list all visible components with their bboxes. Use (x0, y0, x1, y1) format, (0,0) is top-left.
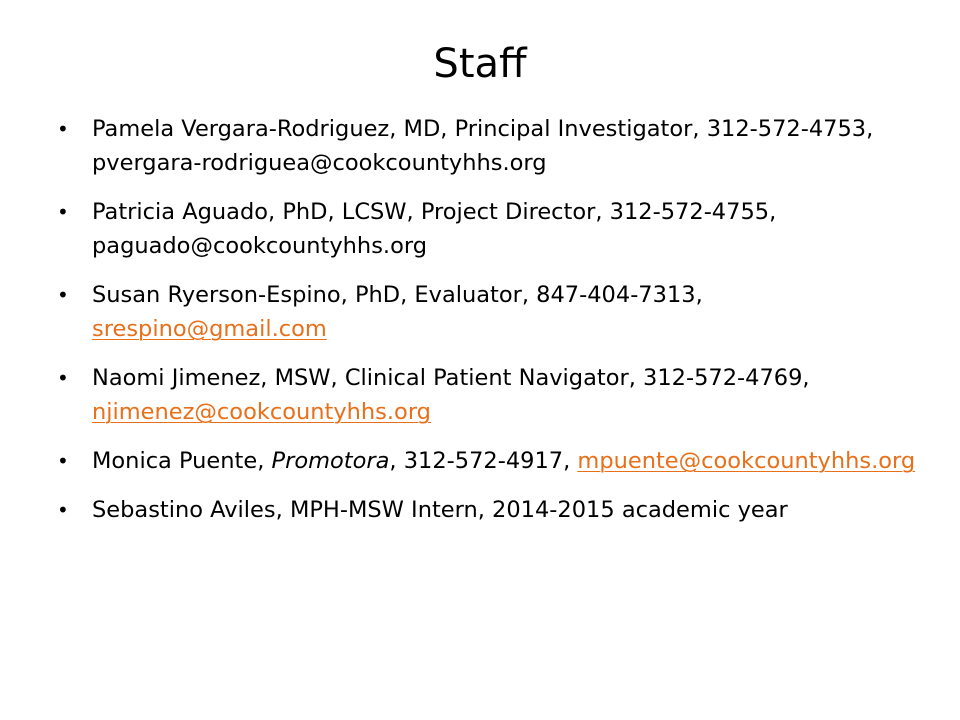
staff-item-aviles (48, 493, 928, 527)
email-link-mpuente[interactable]: mpuente@cookcountyhhs.org (577, 448, 916, 474)
staff-name: Naomi Jimenez (92, 365, 261, 391)
bullet-icon: • (57, 498, 69, 522)
email-link-srespino[interactable]: srespino@gmail.com (92, 316, 327, 342)
staff-details: , 312-572-4917, (389, 448, 578, 474)
staff-item-aguado (48, 195, 928, 263)
slide-title: Staff (433, 41, 527, 87)
staff-item-ryerson-espino (48, 278, 928, 346)
staff-details: , PhD, Evaluator, 847-404-7313, (340, 282, 703, 308)
staff-role-italic: Promotora (271, 448, 390, 474)
staff-details: , MSW, Clinical Patient Navigator, 312-572-4769, (260, 365, 810, 391)
separator: , (257, 448, 272, 474)
bullet-icon: • (57, 117, 69, 141)
staff-email: pvergara-rodriguea@cookcountyhhs.org (92, 150, 547, 176)
staff-list (48, 112, 928, 542)
bullet-icon: • (57, 200, 69, 224)
bullet-icon: • (57, 366, 69, 390)
staff-name: Susan Ryerson-Espino (92, 282, 341, 308)
staff-name: Pamela Vergara-Rodriguez (92, 116, 390, 142)
email-link-njimenez[interactable]: njimenez@cookcountyhhs.org (92, 399, 431, 425)
staff-name: Patricia Aguado (92, 199, 269, 225)
staff-email: paguado@cookcountyhhs.org (92, 233, 427, 259)
staff-details: , MPH-MSW Intern, 2014-2015 academic year (275, 497, 788, 523)
staff-item-puente (48, 444, 928, 478)
bullet-icon: • (57, 283, 69, 307)
staff-name: Monica Puente (92, 448, 258, 474)
staff-name: Sebastino Aviles (92, 497, 276, 523)
staff-details: , PhD, LCSW, Project Director, 312-572-4755, (268, 199, 777, 225)
staff-item-vergara-rodriguez (48, 112, 928, 180)
bullet-icon: • (57, 449, 69, 473)
staff-item-jimenez (48, 361, 928, 429)
staff-details: , MD, Principal Investigator, 312-572-4753, (389, 116, 874, 142)
